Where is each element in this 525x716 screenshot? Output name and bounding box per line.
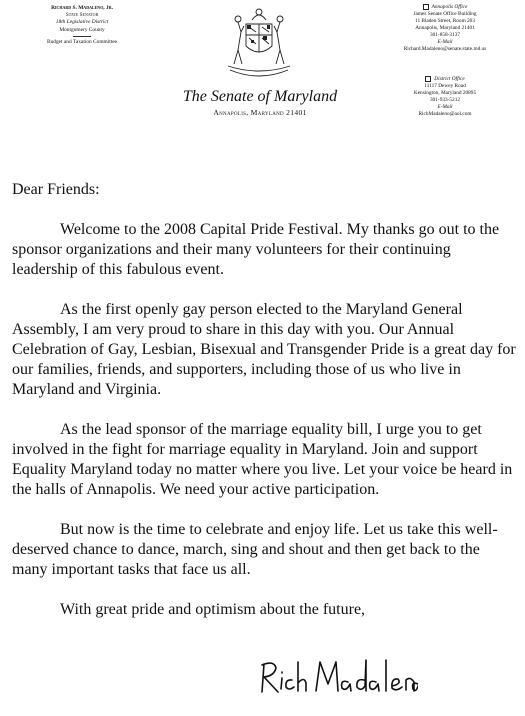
- annapolis-email: Richard.Madaleno@senate.state.md.us: [403, 46, 487, 53]
- letterhead: [0, 0, 525, 140]
- district-office-line: Kensington, Maryland 20895: [413, 90, 477, 97]
- district-office-phone: 301-933-5212: [429, 97, 460, 104]
- institution-address: Annapolis, Maryland 21401: [213, 108, 307, 117]
- paragraph: As the lead sponsor of the marriage equality bill, I urge you to get involved in the fight for marriage equality in Maryland. Join and support Equality Maryland today no matter where you live. Let your voice be heard in the halls of Annapolis. We need your active participation.: [12, 421, 513, 498]
- district-email: RichMadaleno@aol.com: [418, 111, 472, 118]
- annapolis-office-line: 11 Bladen Street, Room 203: [415, 18, 475, 25]
- annapolis-office-block: [370, 4, 520, 53]
- divider: [73, 36, 91, 37]
- district-email-label: E-Mail: [437, 104, 453, 111]
- signature: [258, 656, 418, 698]
- paragraph: Welcome to the 2008 Capital Pride Festival. My thanks go out to the sponsor organizations and their many volunteers for their continuing leadership of this fabulous event.: [12, 221, 500, 278]
- annapolis-office-heading: Annapolis Office: [431, 4, 468, 11]
- district-office-heading: District Office: [434, 76, 465, 83]
- sender-committee: Budget and Taxation Committee: [46, 38, 118, 45]
- paragraph: As the first openly gay person elected to the Maryland General Assembly, I am very proud to share in this day with you. Our Annual Celebration of Gay, Lesbian, Bisexual and Transgender Pride is a great day for our families, friends, and supporters, including those of us who live in Maryland and Virginia.: [12, 301, 516, 398]
- sender-county: Montgomery County: [59, 26, 105, 33]
- letter-body: [12, 180, 517, 640]
- institution-name: The Senate of Maryland: [182, 88, 338, 105]
- annapolis-office-line: James Senate Office Building: [413, 11, 477, 18]
- sender-block: [22, 5, 142, 46]
- closing: With great pride and optimism about the future,: [60, 601, 366, 618]
- annapolis-office-phone: 301-858-3137: [429, 32, 460, 39]
- district-office-line: 11117 Dewey Road: [424, 83, 466, 90]
- sender-district: 18th Legislative District: [55, 19, 109, 26]
- annapolis-email-label: E-Mail: [437, 39, 453, 46]
- sender-name: Richard S. Madaleno, Jr.: [51, 5, 113, 11]
- salutation: Dear Friends:: [12, 181, 100, 198]
- paragraph: But now is the time to celebrate and enjoy life. Let us take this well-deserved chance to dance, march, sing and shout and then get back to the many important tasks that face us all.: [12, 521, 498, 578]
- maryland-seal-icon: [216, 2, 302, 84]
- sender-title: State Senator: [65, 12, 99, 19]
- checkbox-icon: [425, 76, 431, 82]
- annapolis-office-line: Annapolis, Maryland 21401: [415, 25, 475, 32]
- district-office-block: [370, 76, 520, 118]
- checkbox-icon: [423, 4, 429, 10]
